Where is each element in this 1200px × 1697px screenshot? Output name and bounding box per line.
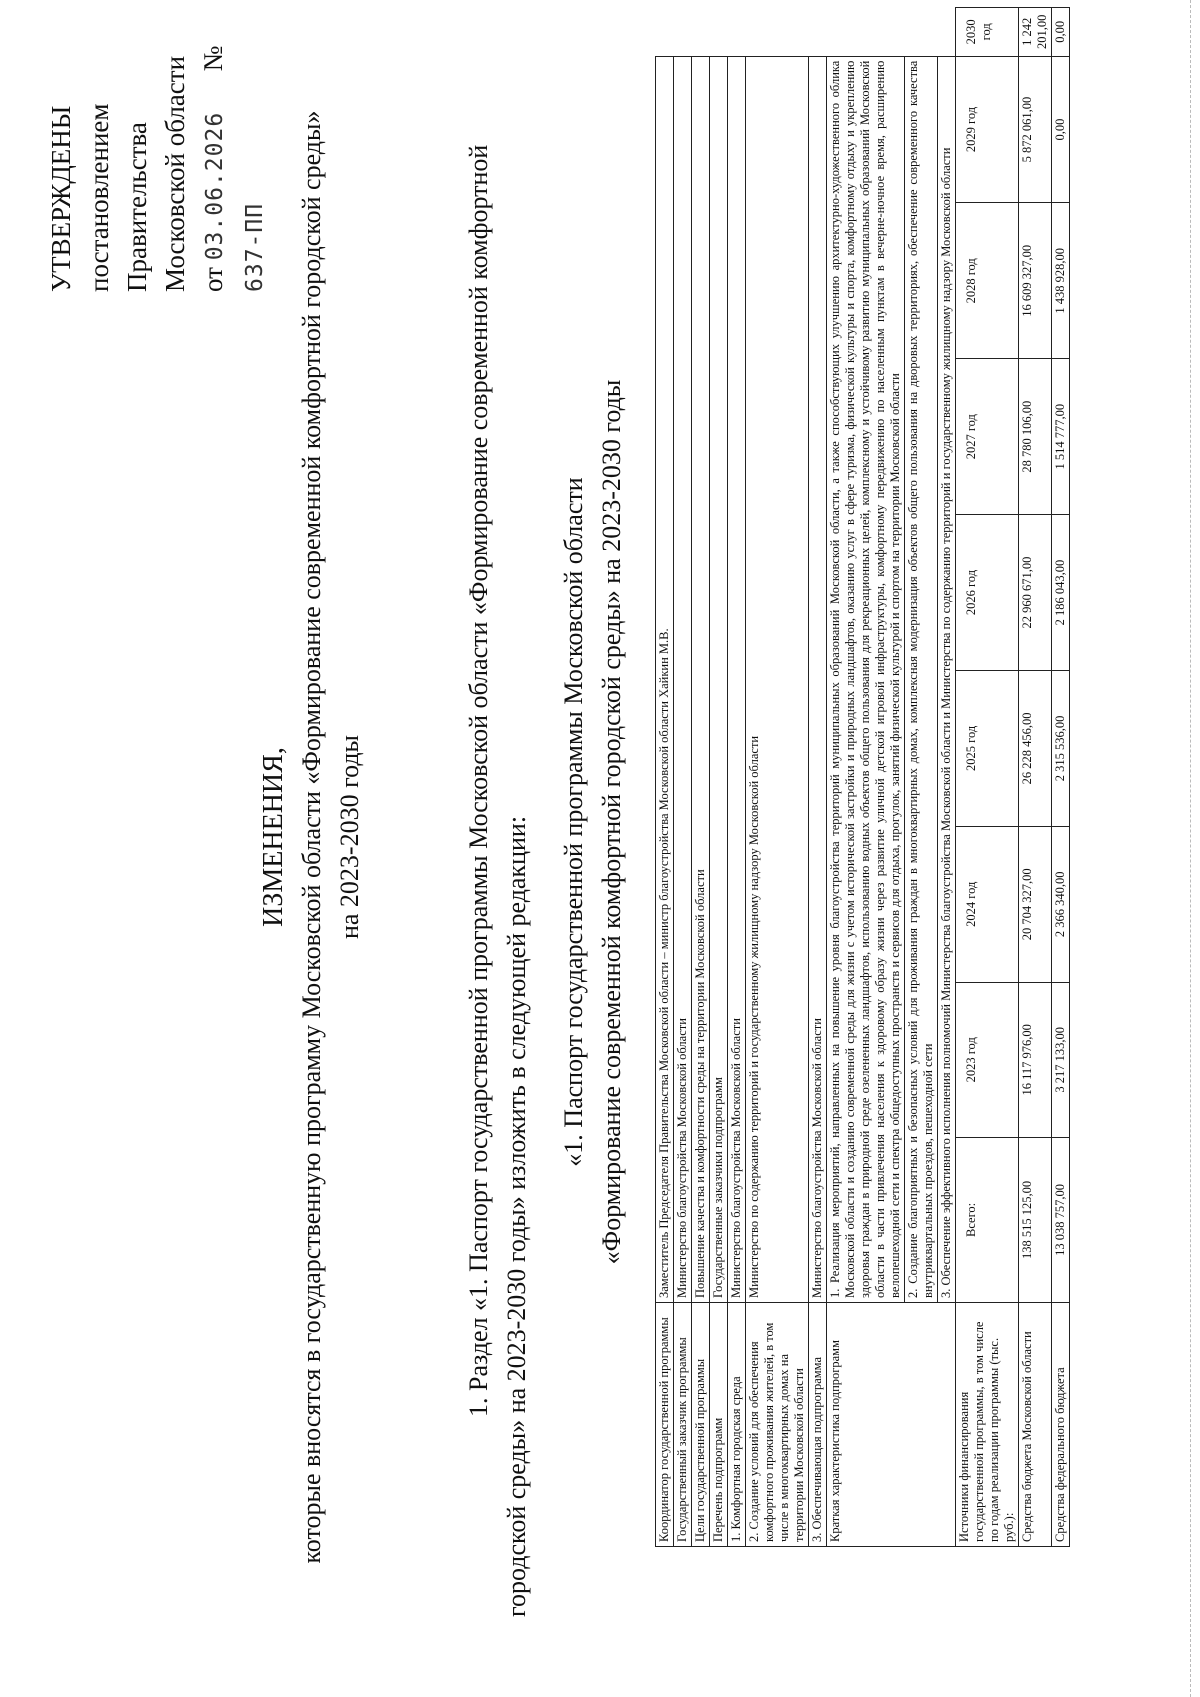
finance-year-header: 2024 год — [956, 826, 1019, 982]
table-row — [746, 8, 809, 1547]
passport-table — [655, 7, 1070, 1547]
title-line-1: ИЗМЕНЕНИЯ, — [258, 747, 289, 927]
finance-row — [1019, 8, 1052, 1547]
finance-value: 2 315 536,00 — [1052, 670, 1070, 826]
row-label: Перечень подпрограмм — [710, 1303, 728, 1547]
passport-title — [555, 27, 631, 1617]
finance-value: 1 242 201,00 — [1019, 8, 1052, 57]
title-line-2: которые вносятся в государственную программу Московской области «Формирование современной комфортной городской среды» — [297, 110, 326, 1564]
table-row — [710, 8, 728, 1547]
row-value: Заместитель Председателя Правительства Московской области – министр благоустройства Московской области Хайкин М.В. — [656, 56, 674, 1302]
row-label: 2. Создание условий для обеспечения комфортного проживания жителей, в том числе в многоквартирных домах на территории Московской области — [746, 1303, 809, 1547]
finance-year-header: 2028 год — [956, 203, 1019, 359]
finance-value: 0,00 — [1052, 56, 1070, 203]
finance-source-label: Средства бюджета Московской области — [1019, 1303, 1052, 1547]
row-label: 1. Комфортная городская среда — [728, 1303, 746, 1547]
finance-year-header: 2030 год — [956, 8, 1019, 57]
finance-value: 1 514 777,00 — [1052, 359, 1070, 515]
short-characteristics-label: Краткая характеристика подпрограмм — [827, 1303, 956, 1547]
row-value: Министерство благоустройства Московской области — [809, 56, 827, 1302]
finance-value: 26 228 456,00 — [1019, 670, 1052, 826]
finance-year-header: 2025 год — [956, 670, 1019, 826]
document-title — [255, 57, 369, 1617]
finance-value: 20 704 327,00 — [1019, 826, 1052, 982]
finance-value: 2 366 340,00 — [1052, 826, 1070, 982]
row-value: Министерство по содержанию территорий и государственному жилищному надзору Московской области — [746, 56, 809, 1302]
finance-value: 13 038 757,00 — [1052, 1137, 1070, 1302]
title-line-3: на 2023-2030 годы — [335, 734, 364, 940]
section-paragraph: 1. Раздел «1. Паспорт государственной программы Московской области «Формирование современной комфортной городской среды» на 2023-2030 годы» изложить в следующей редакции: — [464, 144, 531, 1617]
finance-value: 1 438 928,00 — [1052, 203, 1070, 359]
finance-value: 22 960 671,00 — [1019, 515, 1052, 671]
row-value: Министерство благоустройства Московской области — [674, 56, 692, 1302]
row-label: Цели государственной программы — [692, 1303, 710, 1547]
handwritten-number: 637-ПП — [242, 202, 268, 292]
approved-line-2: Московской области — [160, 55, 190, 292]
finance-label: Источники финансирования государственной программы, в том числе по годам реализации программы (тыс. руб.): — [956, 1303, 1019, 1547]
approved-heading: УТВЕРЖДЕНЫ — [46, 105, 76, 292]
table-row — [728, 8, 746, 1547]
row-label: 3. Обеспечивающая подпрограмма — [809, 1303, 827, 1547]
passport-title-line-2: «Формирование современной комфортной городской среды» на 2023-2030 годы — [597, 379, 626, 1265]
finance-row — [1052, 8, 1070, 1547]
handwritten-date: 03.06.2026 — [202, 111, 228, 261]
finance-year-header: 2023 год — [956, 982, 1019, 1137]
table-row — [674, 8, 692, 1547]
approval-stamp — [42, 0, 274, 292]
approved-line-1: постановлением Правительства — [84, 103, 152, 292]
finance-header-row — [956, 8, 1019, 1547]
finance-value: 16 117 976,00 — [1019, 982, 1052, 1137]
finance-year-header: Всего: — [956, 1137, 1019, 1302]
date-prefix: от — [198, 267, 228, 292]
passport-title-line-1: «1. Паспорт государственной программы Московской области — [559, 477, 588, 1167]
page-edge-line — [1190, 0, 1191, 1697]
number-prefix: № — [198, 45, 228, 72]
section-instruction — [460, 27, 536, 1617]
table-row — [827, 8, 905, 1547]
finance-year-header: 2029 год — [956, 56, 1019, 203]
finance-year-header: 2026 год — [956, 515, 1019, 671]
short-characteristics-item: 2. Создание благоприятных и безопасных условий для проживания граждан в многоквартирных домах, комплексная модернизация объектов общего пользования на дворовых территориях, обеспечение современного качества внутриквартальных проездов, пешеходной сети — [905, 56, 938, 1302]
row-value: Повышение качества и комфортности среды на территории Московской области — [692, 56, 710, 1302]
short-characteristics-item: 3. Обеспечение эффективного исполнения полномочий Министерства благоустройства Московской области и Министерства по содержанию территорий и государственному жилищному надзору Московской области — [938, 56, 956, 1302]
finance-value: 3 217 133,00 — [1052, 982, 1070, 1137]
row-value: Министерство благоустройства Московской области — [728, 56, 746, 1302]
finance-year-header: 2027 год — [956, 359, 1019, 515]
finance-value: 2 186 043,00 — [1052, 515, 1070, 671]
finance-source-label: Средства федерального бюджета — [1052, 1303, 1070, 1547]
table-row — [656, 8, 674, 1547]
finance-value: 0,00 — [1052, 8, 1070, 57]
finance-value: 138 515 125,00 — [1019, 1137, 1052, 1302]
short-characteristics-item: 1. Реализация мероприятий, направленных на повышение уровня благоустройства территорий муниципальных образований Московской области, а также способствующих улучшению архитектурно-художественного облика Московской области и созданию современной среды для жизни с учетом исторической застройки и природных ландшафтов, оказанию услуг в сфере туризма, физической культуры и спорта, комфортному отдыху и укреплению здоровья граждан в природной среде озелененных ландшафтов, использованию водных объектов общего пользования для рекреационных целей, комплексному и устойчивому развитию муниципальных образований Московской области в части привлечения населения к здоровому образу жизни через развитие уличной детской игровой инфраструктуры, комфортному передвижению по населенным пунктам в вечерне-ночное время, расширению велопешеходной сети и спектра общедоступных пространств и сервисов для отдыха, прогулок, занятий физической культурой и спортом на территории Московской области — [827, 56, 905, 1302]
finance-value: 5 872 061,00 — [1019, 56, 1052, 203]
row-label: Координатор государственной программы — [656, 1303, 674, 1547]
table-row — [809, 8, 827, 1547]
row-label: Государственный заказчик программы — [674, 1303, 692, 1547]
table-row — [692, 8, 710, 1547]
finance-value: 28 780 106,00 — [1019, 359, 1052, 515]
row-value: Государственные заказчики подпрограмм — [710, 56, 728, 1302]
finance-value: 16 609 327,00 — [1019, 203, 1052, 359]
